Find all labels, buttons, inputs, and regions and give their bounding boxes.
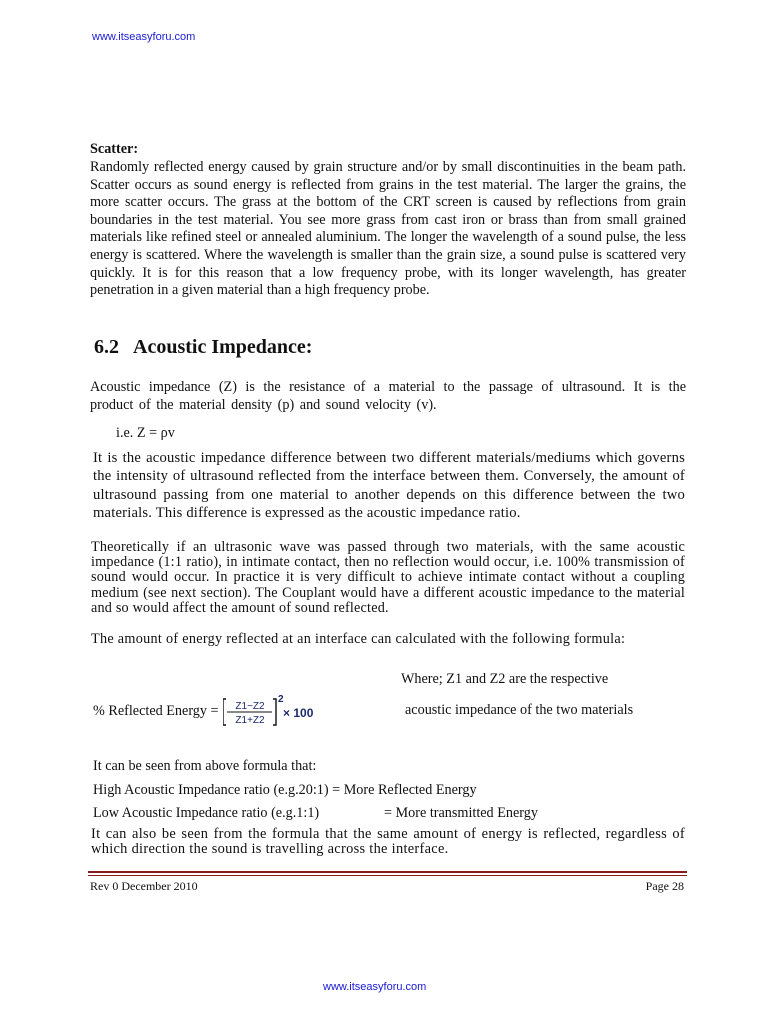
final-paragraph: It can also be seen from the formula that the same amount of energy is reflected, regardless of which direction the sound is travelling across the interface.	[91, 826, 685, 857]
formula-fraction-graphic	[223, 693, 335, 729]
section-number: 6.2	[94, 336, 119, 358]
where-line-1: Where; Z1 and Z2 are the respective	[401, 671, 609, 687]
formula-numerator: Z1−Z2	[234, 701, 265, 712]
formula-denominator: Z1+Z2	[234, 715, 265, 726]
high-ratio-line: High Acoustic Impedance ratio (e.g.20:1) = More Reflected Energy	[93, 782, 477, 798]
footer-rule-thick	[88, 871, 687, 873]
scatter-title: Scatter:	[90, 141, 139, 157]
footer-rule-thin	[88, 875, 687, 876]
low-ratio-result: = More transmitted Energy	[384, 805, 538, 821]
reflected-energy-formula	[93, 693, 335, 729]
footer-revision: Rev 0 December 2010	[90, 879, 198, 893]
paragraph-theoretical: Theoretically if an ultrasonic wave was passed through two materials, with the same acoustic impedance (1:1 ratio), in intimate contact, then no reflection would occur, i.e. 100% transmission of sound would occur. In practice it is very difficult to achieve intimate contact without a coupling medium (see next section). The Couplant would have a different acoustic impedance to the material and so would affect the amount of sound reflected.	[91, 539, 685, 616]
paragraph-formula-intro: The amount of energy reflected at an interface can calculated with the following formula:	[91, 631, 626, 647]
section-heading	[94, 336, 312, 359]
scatter-paragraph: Randomly reflected energy caused by grain structure and/or by small discontinuities in the beam path. Scatter occurs as sound energy is reflected from grains in the test material. The larger the grains, the more scatter occurs. The grass at the bottom of the CRT screen is caused by reflections from grain boundaries in the test material. You see more grass from cast iron or brass than from small grained materials like refined steel or annealed aluminium. The longer the wavelength of a sound pulse, the less energy is scattered. Where the wavelength is smaller than the grain size, a sound pulse is scattered very quickly. It is for this reason that a low frequency probe, with its longer wavelength, has greater penetration in a given material than a high frequency probe.	[90, 159, 686, 299]
header-url-link[interactable]: www.itseasyforu.com	[92, 31, 196, 43]
formula-exponent: 2	[277, 694, 284, 705]
footer-page-number: Page 28	[645, 879, 684, 893]
section-title: Acoustic Impedance:	[133, 336, 313, 358]
footer-url-link[interactable]: www.itseasyforu.com	[323, 981, 427, 993]
formula-label: % Reflected Energy =	[93, 702, 219, 719]
low-ratio-label: Low Acoustic Impedance ratio (e.g.1:1)	[93, 805, 320, 821]
where-line-2: acoustic impedance of the two materials	[405, 702, 634, 718]
conclusion-intro: It can be seen from above formula that:	[93, 758, 317, 774]
intro-paragraph: Acoustic impedance (Z) is the resistance of a material to the passage of ultrasound. It is the product of the material density (p) and sound velocity (v).	[90, 379, 686, 413]
paragraph-impedance-difference: It is the acoustic impedance difference between two different materials/mediums which governs the intensity of ultrasound reflected from the interface between them. Conversely, the amount of ultrasound passing from one material to another depends on this difference between the two materials. This difference is expressed as the acoustic impedance ratio.	[93, 450, 685, 521]
formula-multiplier: × 100	[282, 706, 313, 720]
equation-line: i.e. Z = ρv	[116, 425, 175, 441]
